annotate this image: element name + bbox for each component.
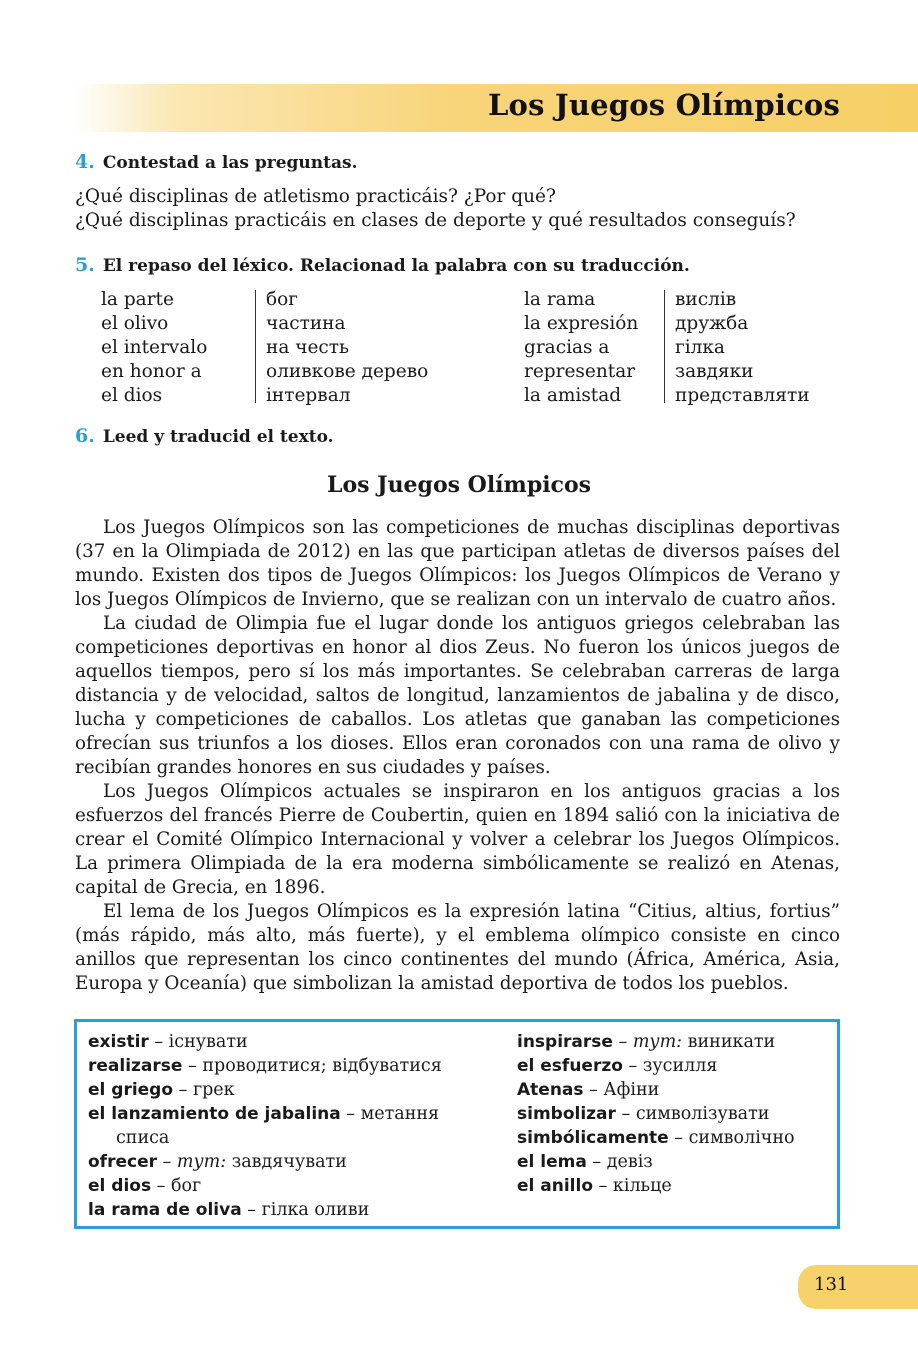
glossary-translation: завдячувати [231,1152,347,1172]
glossary-entry [517,1150,795,1174]
glossary-term: simbólicamente [517,1128,669,1148]
glossary-entry [517,1054,795,1078]
glossary-translation: гілка оливи [261,1200,370,1220]
vocab-translation: інтервал [266,385,351,406]
vocab-right-translations [675,288,810,408]
glossary-right-column [517,1030,795,1198]
glossary-entry [88,1102,442,1126]
vocab-word: representar [524,361,636,382]
glossary-term: inspirarse [517,1032,613,1052]
glossary-translation: девіз [606,1152,653,1172]
glossary-left-column [88,1030,442,1222]
glossary-separator: – [173,1080,193,1100]
glossary-term: simbolizar [517,1104,616,1124]
glossary-term: Atenas [517,1080,584,1100]
task-number: 6. [75,425,95,447]
vocab-translation: дружба [675,313,749,334]
vocab-word: en honor a [101,361,202,382]
paragraph: El lema de los Juegos Olímpicos es la expresión latina “Citius, altius, fortius” (más rápido, más alto, más fuerte), y el emblema olímpico consiste en cinco anillos que representan los cinco continentes del mundo (África, América, Asia, Europa y Oceanía) que simbolizan la amistad deportiva de todos los pueblos. [75,901,840,994]
vocab-translation: представляти [675,385,810,406]
glossary-entry [517,1078,795,1102]
glossary-term: ofrecer [88,1152,157,1172]
glossary-translation: існувати [168,1032,248,1052]
reading-title: Los Juegos Olímpicos [326,472,592,498]
glossary-translation: проводитися; відбуватися [202,1056,442,1076]
glossary-separator: – [151,1176,171,1196]
vocab-word: la amistad [524,385,622,406]
vocab-translation: бог [266,289,298,310]
task-number: 4. [75,151,95,173]
glossary-translation: грек [192,1080,235,1100]
vocab-left-translations [266,288,428,408]
glossary-entry [88,1198,442,1222]
glossary-separator: – [241,1200,262,1220]
paragraph: Los Juegos Olímpicos actuales se inspiraron en los antiguos gracias a los esfuerzos del francés Pierre de Coubertin, quien en 1894 salió con la iniciativa de crear el Comité Olímpico Internacional y volver a celebrar los Juegos Olímpicos. La primera Olimpiada de la era moderna simbólicamente se realizó en Atenas, capital de Grecia, en 1896. [75,781,840,898]
glossary-term: existir [88,1032,149,1052]
page-title: Los Juegos Olímpicos [487,88,840,122]
glossary-separator: – [583,1080,604,1100]
glossary-term: el esfuerzo [517,1056,623,1076]
vocab-left-words [101,288,207,408]
glossary-term: la rama de oliva [88,1200,242,1220]
glossary-term: el griego [88,1080,174,1100]
glossary-translation: бог [170,1176,202,1196]
vocab-word: el dios [101,385,163,406]
glossary-term: el lanzamiento de jabalina [88,1104,341,1124]
task-instruction: Contestad a las preguntas. [102,153,358,173]
glossary-term: realizarse [88,1056,183,1076]
glossary-term: el dios [88,1176,152,1196]
glossary-entry [88,1078,442,1102]
task-number: 5. [75,254,95,276]
task-instruction: El repaso del léxico. Relacionad la palabra con su traducción. [102,256,690,276]
glossary-separator: – [668,1128,689,1148]
glossary-entry [88,1030,442,1054]
glossary-term: el anillo [517,1176,594,1196]
glossary-translation: метання [360,1104,440,1124]
glossary-translation: символічно [688,1128,795,1148]
vocab-translation: гілка [675,337,725,358]
glossary-translation: списа [116,1128,170,1148]
vocab-word: el olivo [101,313,169,334]
glossary-separator: – [586,1152,607,1172]
vocab-word: gracias a [524,337,610,358]
glossary-entry [88,1174,442,1198]
vocab-translation: завдяки [675,361,754,382]
glossary-translation: символізувати [635,1104,770,1124]
vocab-word: el intervalo [101,337,208,358]
question-1: ¿Qué disciplinas de atletismo practicáis? ¿Por qué? [75,186,556,207]
vocab-translation: на честь [266,337,350,358]
glossary-note: тут: [176,1152,227,1172]
reading-text [75,516,840,996]
glossary-note: тут: [632,1032,683,1052]
glossary-separator: – [615,1104,636,1124]
question-2: ¿Qué disciplinas practicáis en clases de deporte y qué resultados conseguís? [75,210,796,231]
vocab-translation: вислів [675,289,737,310]
task-6-heading [75,425,334,447]
glossary-entry [88,1150,442,1174]
glossary-entry-continuation [88,1126,442,1150]
glossary-translation: виникати [687,1032,776,1052]
vocab-translation: оливкове дерево [266,361,429,382]
glossary-entry [517,1102,795,1126]
glossary-entry [88,1054,442,1078]
glossary-term: el lema [517,1152,587,1172]
paragraph: La ciudad de Olimpia fue el lugar donde los antiguos griegos celebraban las competiciones deportivas en honor al dios Zeus. No fueron los únicos juegos de aquellos tiempos, pero sí los más importantes. Se celebraban carreras de larga distancia y de velocidad, saltos de longitud, lanzamientos de jabalina y de disco, lucha y competiciones de caballos. Los atletas que ganaban las competiciones ofrecían sus triunfos a los dioses. Ellos eran coronados con una rama de olivo y recibían grandes honores en sus ciudades y países. [75,613,840,778]
glossary-box [74,1019,840,1229]
task-4-heading [75,151,358,173]
glossary-translation: кільце [612,1176,672,1196]
vocab-right-words [524,288,638,408]
glossary-entry [517,1174,795,1198]
vocab-word: la parte [101,289,174,310]
vocab-divider [664,290,665,403]
glossary-translation: Афіни [603,1080,660,1100]
glossary-separator: – [182,1056,203,1076]
vocab-translation: частина [266,313,346,334]
glossary-separator: – [148,1032,169,1052]
page-number: 131 [814,1274,849,1295]
glossary-separator: – [340,1104,361,1124]
glossary-translation: зусилля [642,1056,718,1076]
glossary-separator: – [156,1152,177,1172]
glossary-separator: – [612,1032,633,1052]
glossary-separator: – [622,1056,643,1076]
glossary-entry [517,1030,795,1054]
task-instruction: Leed y traducid el texto. [102,427,334,447]
vocab-divider [255,290,256,403]
vocab-word: la expresión [524,313,639,334]
glossary-entry [517,1126,795,1150]
vocab-word: la rama [524,289,596,310]
paragraph: Los Juegos Olímpicos son las competiciones de muchas disciplinas deportivas (37 en la Olimpiada de 2012) en las que participan atletas de diversos países del mundo. Existen dos tipos de Juegos Olímpicos: los Juegos Olímpicos de Verano y los Juegos Olímpicos de Invierno, que se realizan con un intervalo de cuatro años. [75,517,840,610]
glossary-separator: – [593,1176,613,1196]
task-5-heading [75,254,690,276]
